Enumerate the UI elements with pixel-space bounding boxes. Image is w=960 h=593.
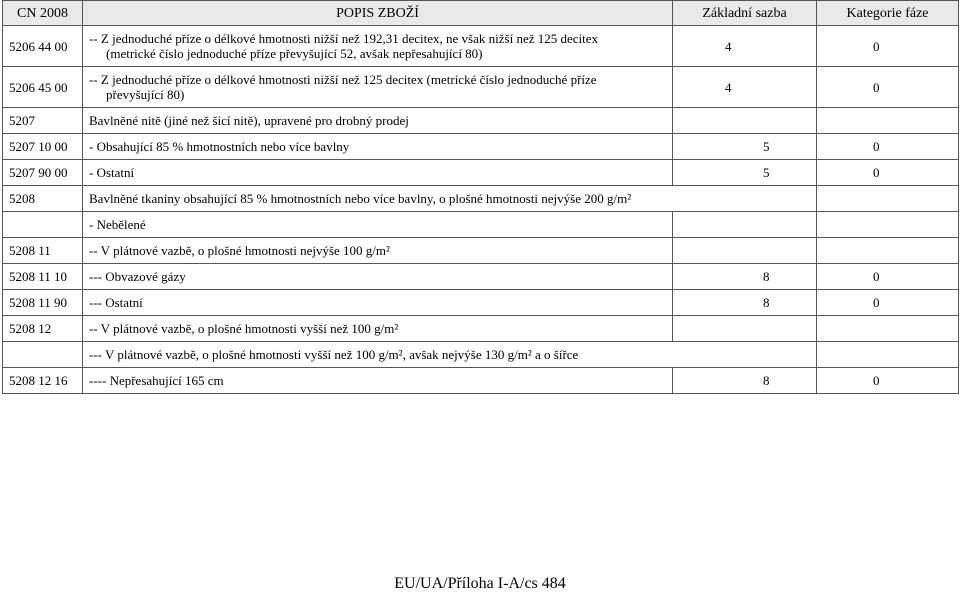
description-continuation: převyšující 80) <box>106 87 185 102</box>
category-cell: 0 <box>817 67 959 108</box>
header-description: POPIS ZBOŽÍ <box>83 1 673 26</box>
cn-code-cell: 5207 90 00 <box>3 160 83 186</box>
category-cell <box>817 342 959 368</box>
table-row <box>3 342 959 368</box>
base-rate-cell: 4 <box>673 67 817 108</box>
description-cell <box>83 26 673 67</box>
table-row <box>3 238 959 264</box>
base-rate-cell: 8 <box>673 368 817 394</box>
table-row <box>3 160 959 186</box>
description-cell: --- Obvazové gázy <box>83 264 673 290</box>
description-cell: -- V plátnové vazbě, o plošné hmotnosti nejvýše 100 g/m² <box>83 238 673 264</box>
cn-code-cell: 5206 45 00 <box>3 67 83 108</box>
cn-code-cell: 5207 10 00 <box>3 134 83 160</box>
base-rate-cell: 4 <box>673 26 817 67</box>
table-row <box>3 108 959 134</box>
table-row <box>3 316 959 342</box>
description-cell <box>83 67 673 108</box>
table-row <box>3 264 959 290</box>
description-cell: - Obsahující 85 % hmotnostních nebo více bavlny <box>83 134 673 160</box>
cn-code-cell <box>3 212 83 238</box>
table-row <box>3 212 959 238</box>
base-rate-cell: 8 <box>673 264 817 290</box>
category-cell <box>817 238 959 264</box>
cn-code-cell: 5208 11 10 <box>3 264 83 290</box>
page-reference-footer: EU/UA/Příloha I-A/cs 484 <box>394 575 566 592</box>
description-cell: Bavlněné tkaniny obsahující 85 % hmotnostních nebo více bavlny, o plošné hmotnosti nejvýše 200 g/m² <box>83 186 817 212</box>
category-cell: 0 <box>817 290 959 316</box>
category-cell <box>817 108 959 134</box>
table-row <box>3 134 959 160</box>
description-continuation: (metrické číslo jednoduché příze převyšující 52, avšak nepřesahující 80) <box>106 46 483 61</box>
description-text: -- Z jednoduché příze o délkové hmotnosti nižší než 192,31 decitex, ne však nižší než 125 decitex <box>89 31 599 46</box>
category-cell <box>817 316 959 342</box>
base-rate-cell <box>673 108 817 134</box>
category-cell: 0 <box>817 368 959 394</box>
category-cell <box>817 186 959 212</box>
cn-code-cell: 5208 12 16 <box>3 368 83 394</box>
cn-code-cell: 5208 11 <box>3 238 83 264</box>
cn-code-cell: 5207 <box>3 108 83 134</box>
table-row <box>3 290 959 316</box>
header-staging-category: Kategorie fáze <box>817 1 959 26</box>
cn-code-cell <box>3 342 83 368</box>
category-cell <box>817 212 959 238</box>
cn-code-cell: 5208 <box>3 186 83 212</box>
table-header-row <box>3 1 959 26</box>
description-cell: Bavlněné nitě (jiné než šicí nitě), upravené pro drobný prodej <box>83 108 673 134</box>
base-rate-cell <box>673 316 817 342</box>
base-rate-cell <box>673 212 817 238</box>
description-text: -- Z jednoduché příze o délkové hmotnosti nižší než 125 decitex (metrické číslo jednoduché příze <box>89 72 597 87</box>
category-cell: 0 <box>817 26 959 67</box>
table-row <box>3 26 959 67</box>
base-rate-cell <box>673 238 817 264</box>
description-cell: --- V plátnové vazbě, o plošné hmotnosti vyšší než 100 g/m², avšak nejvýše 130 g/m² a o šířce <box>83 342 817 368</box>
tariff-table <box>2 0 959 394</box>
header-base-rate: Základní sazba <box>673 1 817 26</box>
base-rate-cell: 5 <box>673 160 817 186</box>
category-cell: 0 <box>817 134 959 160</box>
description-cell: - Ostatní <box>83 160 673 186</box>
category-cell: 0 <box>817 264 959 290</box>
description-cell: ---- Nepřesahující 165 cm <box>83 368 673 394</box>
table-row <box>3 368 959 394</box>
table-row <box>3 67 959 108</box>
header-cn-code: CN 2008 <box>3 1 83 26</box>
base-rate-cell: 8 <box>673 290 817 316</box>
table-row <box>3 186 959 212</box>
description-cell: -- V plátnové vazbě, o plošné hmotnosti vyšší než 100 g/m² <box>83 316 673 342</box>
description-cell: - Nebělené <box>83 212 673 238</box>
base-rate-cell: 5 <box>673 134 817 160</box>
cn-code-cell: 5206 44 00 <box>3 26 83 67</box>
description-cell: --- Ostatní <box>83 290 673 316</box>
category-cell: 0 <box>817 160 959 186</box>
cn-code-cell: 5208 12 <box>3 316 83 342</box>
cn-code-cell: 5208 11 90 <box>3 290 83 316</box>
